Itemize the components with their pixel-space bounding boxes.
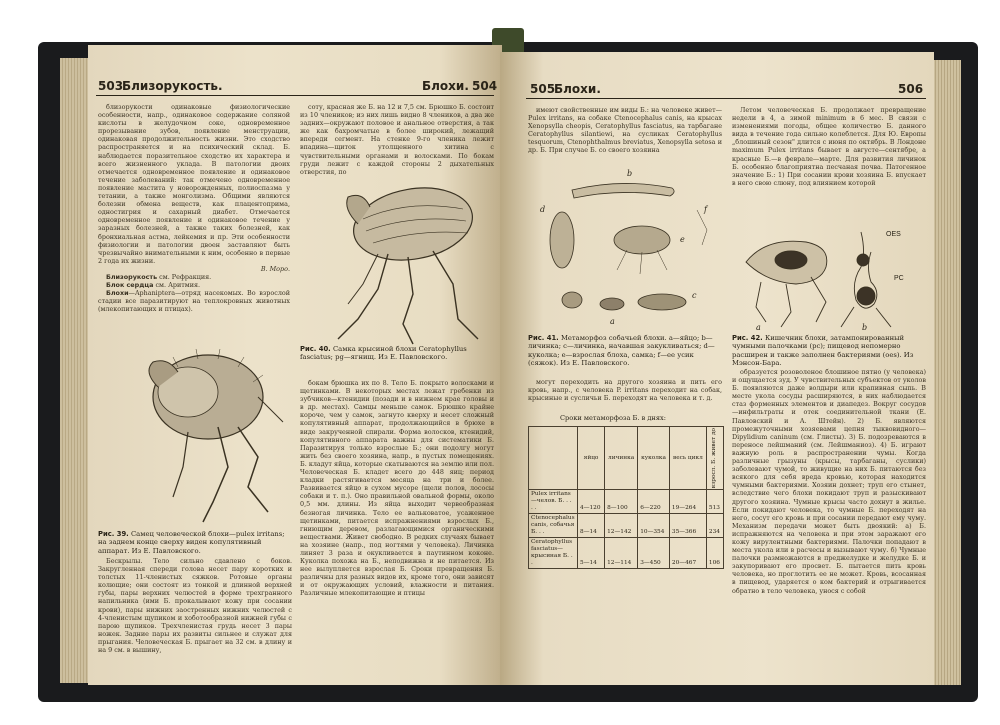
table-cell: Pulex irritans—челов. Б. . . . . (529, 490, 578, 514)
entry-text: —Aphaniptera—отряд насекомых. Во взрослой стадии все паразитируют на теплокровных животных (млекопитающих и птицах). (98, 289, 290, 314)
table-cell: 3—450 (638, 538, 670, 569)
table-cell: 6—220 (638, 490, 670, 514)
table-title: Сроки метаморфоза Б. в днях: (560, 414, 666, 422)
text-column (528, 378, 722, 412)
table-cell: 20—467 (669, 538, 706, 569)
table-cell: 8—14 (578, 514, 605, 538)
figure-number: Рис. 41. (528, 334, 559, 342)
entry (98, 273, 290, 281)
right-page (500, 52, 934, 685)
caption-text: Самец человеческой блохи—pulex irritans; на заднем конце сверху виден копулятивный аппарат. Из Е. Павловского. (98, 530, 285, 555)
figure-label: c (692, 291, 697, 300)
paragraph: соту, красная же Б. на 12 и 7,5 см. Брюшко Б. состоит из 10 члеников; из них лишь видно 8 члеников, а два же задних—окружают половое и анальное отверстия, а так же как бахромчатые в более широкий, лежащий впереди сегмент. На стенке 9-го членика лежит впадина—щиток утолщенного хитина с чувствительными органами и волосками. По бокам груди лежит с каждой стороны 2 дыхательных отверстия, по (300, 103, 494, 176)
text-column (98, 103, 290, 321)
entry-head: Блок сердца (106, 281, 154, 290)
header-rule (96, 95, 494, 96)
paragraph: Летом человеческая Б. продолжает превращение недели в 4, а зимой minimum в 6 мес. В связи с изменениями погоды, общее количество Б. данного вида в течение года сильно колеблется. Для Ю. Европы „блошиный сезон" длится с июня по октябрь. В Лондоне maximum Pulex irritans бывает в августе—сентябре, а красные Б.—в феврале—марте. Для развития личинок Б. особенно благоприятна песчаная почва. Патогенное значение Б.: 1) При сосании крови хозяина Б. впускает в него свою слюну, под влиянием которой (732, 106, 926, 187)
figure-label: d (540, 205, 546, 214)
table-cell: Ctenocephalus canis, собачья Б. . . (529, 514, 578, 538)
figure-label: e (680, 235, 685, 244)
left-page (88, 45, 502, 685)
figure-label: b (627, 169, 633, 178)
entry-head: Блохи (106, 289, 129, 298)
table-cell: 234 (706, 514, 723, 538)
figure-number: Рис. 39. (98, 530, 129, 538)
metamorphosis-table (528, 426, 724, 569)
header-rule (526, 98, 926, 99)
table-row (529, 490, 724, 514)
text-column (528, 106, 722, 170)
figure-41-flea-metamorphosis (532, 170, 722, 330)
figure-label: a (610, 317, 615, 326)
figure-42-flea-gut (736, 222, 922, 332)
paragraph: имеют свойственные им виды Б.: на человеке живет—Pulex irritans, на собаке Ctenocephalus canis, на крысах Xenopsylla cheopis, Ceratophyllus fasciatus, на тарбагане Ceratophyllus silantiewi, на сусликах Ceratophyllus tesquorum, Ctenophthalmus breviatus, Xenopsylla setosa и др. Б. При случае Б. со своего хозяина (528, 106, 722, 155)
table-cell: 8—100 (605, 490, 638, 514)
column-header (529, 427, 578, 490)
figure-40-caption (300, 345, 494, 362)
table-cell: 5—14 (578, 538, 605, 569)
page-edges-right (933, 60, 961, 685)
column-header: взросл. Б. живет до (706, 427, 723, 490)
page-number: 504 (472, 79, 498, 93)
text-column (732, 368, 926, 684)
page-number: 505 (530, 82, 556, 96)
entry-text: см. Аритмия. (153, 281, 201, 290)
paragraph: близорукости одинаковые физиологические особенности, напр., одинаковое содержание соляной кислоты в желудочном соке, одновременное прорезывание зубов, появление менструации, одинаковая продолжительность жизни. Это сходство распространяется и на психический склад. Б. наблюдается поразительное сходство их характера и всего жизненного уклада. В патологии двоих отмечается одновременное появление и одинаковое течение заболеваний: так отмечено одновременное появление мастита у новорожденных, полиоспазма у тетании, а также монголизма. Общими являются болезни обмена веществ, как плацентоприма, одностигрия и сахарный диабет. Отмечается одновременное появление и одинаковое течение у заразных болезней, а также таких болезней, как бронхиальная астма, лейкемия и пр. Эти особенности физиологии и патологии двоен заставляют быть чрезвычайно внимательными к ним, особенно в первые 2 года их жизни. (98, 103, 290, 265)
running-title: Блохи. (554, 82, 601, 96)
figure-39-caption (98, 530, 294, 555)
entry (98, 281, 290, 289)
text-column (732, 106, 926, 224)
table-cell: 19—264 (669, 490, 706, 514)
caption-text: Метаморфоз собачьей блохи. a—яйцо; b—личинка; c—личинка, начавшая закукливаться; d—куколка; e—взрослая блоха, самка; f—ее усик (сяжок). Из Е. Павловского. (528, 334, 715, 368)
table-cell: 10—354 (638, 514, 670, 538)
table-cell: 4—120 (578, 490, 605, 514)
table-cell: 513 (706, 490, 723, 514)
figure-40-rat-flea (318, 169, 488, 349)
table-row (529, 538, 724, 569)
figure-number: Рис. 40. (300, 345, 331, 353)
column-header: яйцо (578, 427, 605, 490)
entry (98, 289, 290, 313)
paragraph: образуется розоволеное блошиное пятно (у человека) и ощущается зуд. У чувствительных субъектов от уколов Б. появляются даже волдыри или крапивная сыпь. В месте укола сосуды расширяются, в них наблюдается стаз форменных элементов и диапедез. Вокруг сосудов—инфильтраты и отек соединительной ткани (Е. Павловский и А. Штейн). 2) Б. являются промежуточными хозяевами цепня тыквовидного—Dipylidium caninum (см. Глисты). 3) Б. подозреваются в переносе лейшманий (см. Лейшманиоз). 4) Б. играют важную роль в распространении чумы. Когда различные грызуны (крысы, тарбаганы, суслики) заболевают чумой, то живущие на них Б. питаются без всякого для себя вреда кровью, которая находится чумными бактериями. Хозяин дохнет; труп его стынет, вследствие чего блохи покидают труп и разыскивают другого хозяина. Чумные крысы часто дохнут в жилье. Если покидают человека, то чумные Б. переходят на него, сосут его кровь и при сосании передают ему чуму. Механизм передачи может быть двоякий: а) Б. испражняются на человека и при этом заражают его кожу вирулентными бактериями. Палочки попадают в места укола или в расчесы и вызывают чуму. б) Чумные палочки размножаются в преджелудке и желудке Б. и закупоривают его просвет. Б. пытается пить кровь человека, но проглотить ее не может. Кровь, всосанная в пищевод, ударяется о ком бактерий и отрыгивается обратно в тело человека, унося с собой (732, 368, 926, 595)
figure-42-caption (732, 334, 926, 368)
entry-text: см. Рефракция. (157, 272, 212, 281)
author-signature: В. Моро. (260, 264, 290, 273)
figure-number: Рис. 42. (732, 334, 763, 342)
paragraph: бокам брюшка их по 8. Тело Б. покрыто волосками и щетинками. В некоторых местах лежат гребенки из зубчиков—ктенидии (позади и в нижнем крае головы и в др. местах). Самцы меньше самок. Брюшко крайне короче, чем у самок, загнуто кверху и несет сложный копулятивный аппарат, продолжающийся в брюхе в виде закрученной спирали. Форма волосков, ктенидий, копулятивного аппарата важны для систематики Б. Паразитируя только взрослые Б.; они подолгу могут жить без своего хозяина, напр., в пустых помещениях. Б. кладут яйца, которые скатываются на землю или пол. Человеческая Б. кладет всего до 448 яиц; период кладки растягивается месяца на три и более. Развивается яйцо в сухом мусоре (щели полов, лососы собаки и т. п.). Оно правильной овальной формы, около 0,5 мм. длины. Из яйца выходит червеобразная безногая личинка. Тело ее вальковатое, усаженное щетинками, питается испражнениями взрослых Б., гниющим деревом, разлагающимися органическими веществами. Живет свободно. В редких случаях бывает на хозяине (напр., под ногтями у человека). Личинка линяет 3 раза и окукливается в паутинном коконе. Куколка похожа на Б., неподвижна и не питается. Из нее вылупляется взрослая Б. Сроки превращения Б. различны для разных видов их, кроме того, они зависят и от окружающих условий, влажности и питания. Различные млекопитающие и птицы (300, 379, 494, 598)
text-column (98, 557, 292, 683)
figure-label: a (756, 323, 761, 332)
figure-label: PC (894, 275, 904, 282)
figure-41-caption (528, 334, 722, 368)
table-row (529, 514, 724, 538)
table-cell: 12—142 (605, 514, 638, 538)
figure-39-human-flea (118, 327, 293, 527)
figure-label: OES (886, 231, 901, 238)
table-cell: 12—114 (605, 538, 638, 569)
table-header-row (529, 427, 724, 490)
caption-text: Кишечник блохи, затампонированный чумными палочками (pc); пищевод непомерно расширен и также заполнен бактериями (oes). Из Мэнсон-Бара. (732, 334, 914, 368)
page-edges-left (60, 58, 90, 683)
caption-text: Самка крысиной блохи Ceratophyllus fasciatus; pg—ягнищ. Из Е. Павловского. (300, 345, 467, 362)
entry-head: Близорукость (106, 272, 158, 281)
column-header: весь цикл (669, 427, 706, 490)
page-number: 506 (898, 82, 924, 96)
table-cell: 106 (706, 538, 723, 569)
table-cell: 35—366 (669, 514, 706, 538)
page-number: 503 (98, 79, 124, 93)
column-header: личинка (605, 427, 638, 490)
text-column (300, 379, 494, 683)
figure-label: f (704, 205, 707, 214)
figure-label: b (862, 323, 868, 332)
paragraph: могут переходить на другого хозяина и пить его кровь, напр., с человека P. irritans переходит на собак, крысиные и сусличьи Б. переходят на человека и т. д. (528, 378, 722, 403)
text-column (300, 103, 494, 176)
paragraph: Бескрылы. Тело сильно сдавлено с боков. Закругленная спереди голова несет пару коротких и толстых 11-членистых сяжков. Ротовые органы колющие; они состоят из тонкой и длинной верхней губы, пары верхних челюстей в форме трехгранного напильника (ими Б. прокалывают кожу при сосании крови), пары нижних заостренных нижних челюстей с 4-членистым щупиком и хоботообразной нижней губы с парою щупиков. Трехчленистая грудь несет 3 пары ножек. Задние пары их развиты сильнее и служат для прыгания. Человеческая Б. прыгает на 32 см. в длину и на 9 см. в вышину, (98, 557, 292, 655)
running-title: Близорукость. (122, 79, 223, 93)
table-cell: Ceratophyllus fasciatus—крысиная Б. . . (529, 538, 578, 569)
running-title-right: Блохи. (422, 79, 469, 93)
column-header: куколка (638, 427, 670, 490)
